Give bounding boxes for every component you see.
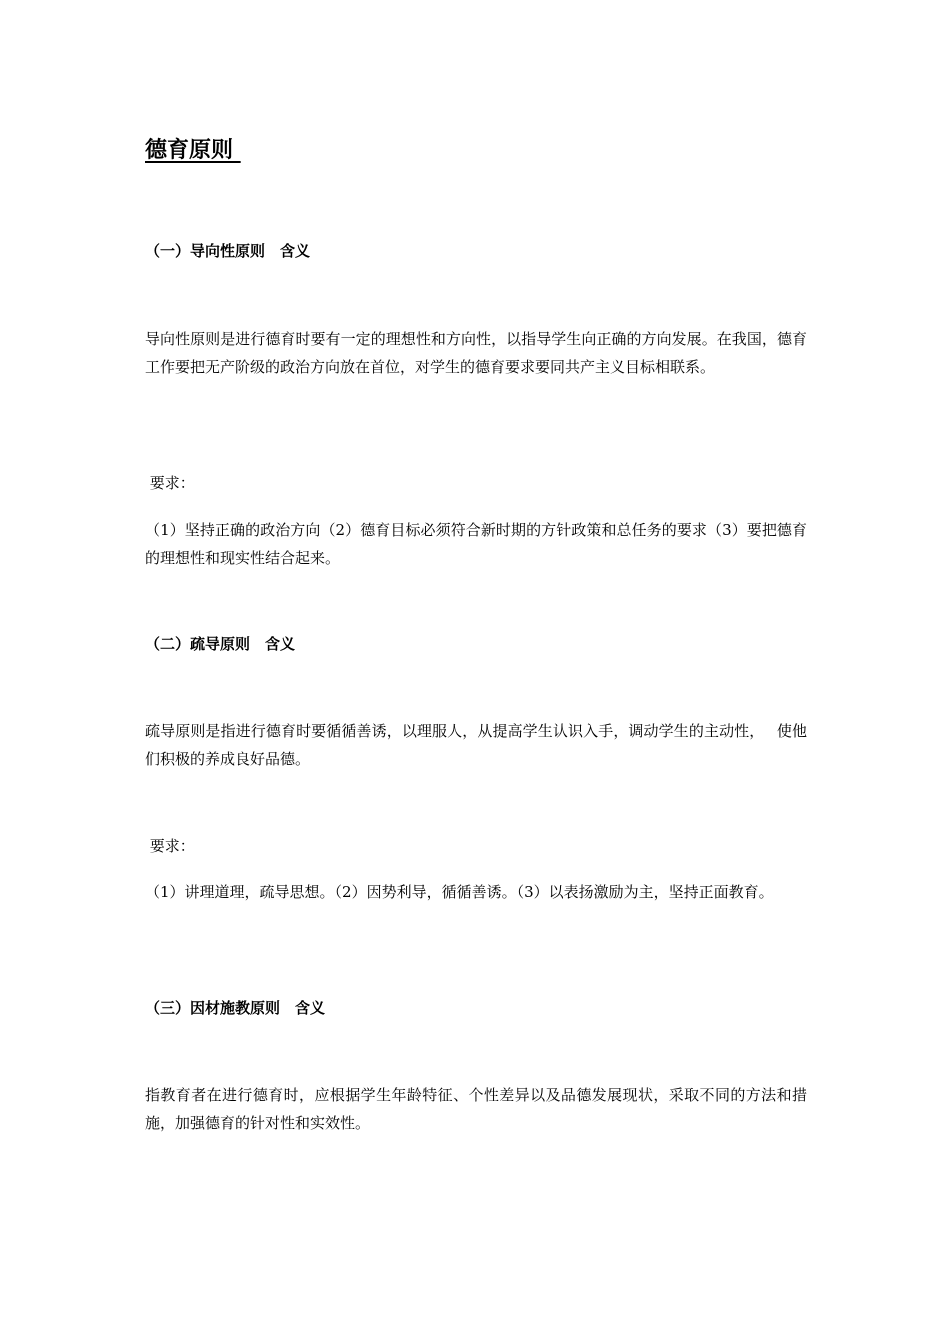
section-3-paragraph: 指教育者在进行德育时，应根据学生年龄特征、个性差异以及品德发展现状，采取不同的方法和措施，加强德育的针对性和实效性。 (145, 1086, 807, 1132)
section-2-requirement-label: 要求： (145, 837, 195, 855)
section-1-requirements: （1）坚持正确的政治方向（2）德育目标必须符合新时期的方针政策和总任务的要求（3）要把德育的理想性和现实性结合起来。 (145, 521, 807, 567)
document-title (145, 136, 807, 166)
section-2-heading: （二）疏导原则 含义 (145, 635, 296, 653)
section-1-paragraph: 导向性原则是进行德育时要有一定的理想性和方向性，以指导学生向正确的方向发展。在我国，德育工作要把无产阶级的政治方向放在首位，对学生的德育要求要同共产主义目标相联系。 (145, 330, 807, 376)
section-2-requirements: （1）讲理道理，疏导思想。（2）因势利导，循循善诱。（3）以表扬激励为主，坚持正面教育。 (145, 883, 774, 901)
document-title-text: 德育原则 (145, 138, 241, 163)
section-1-requirement-label: 要求： (145, 474, 195, 492)
section-2-paragraph: 疏导原则是指进行德育时要循循善诱，以理服人，从提高学生认识入手，调动学生的主动性， 使他们积极的养成良好品德。 (145, 722, 807, 768)
section-3-heading: （三）因材施教原则 含义 (145, 999, 326, 1017)
section-1-heading: （一）导向性原则 含义 (145, 242, 311, 260)
